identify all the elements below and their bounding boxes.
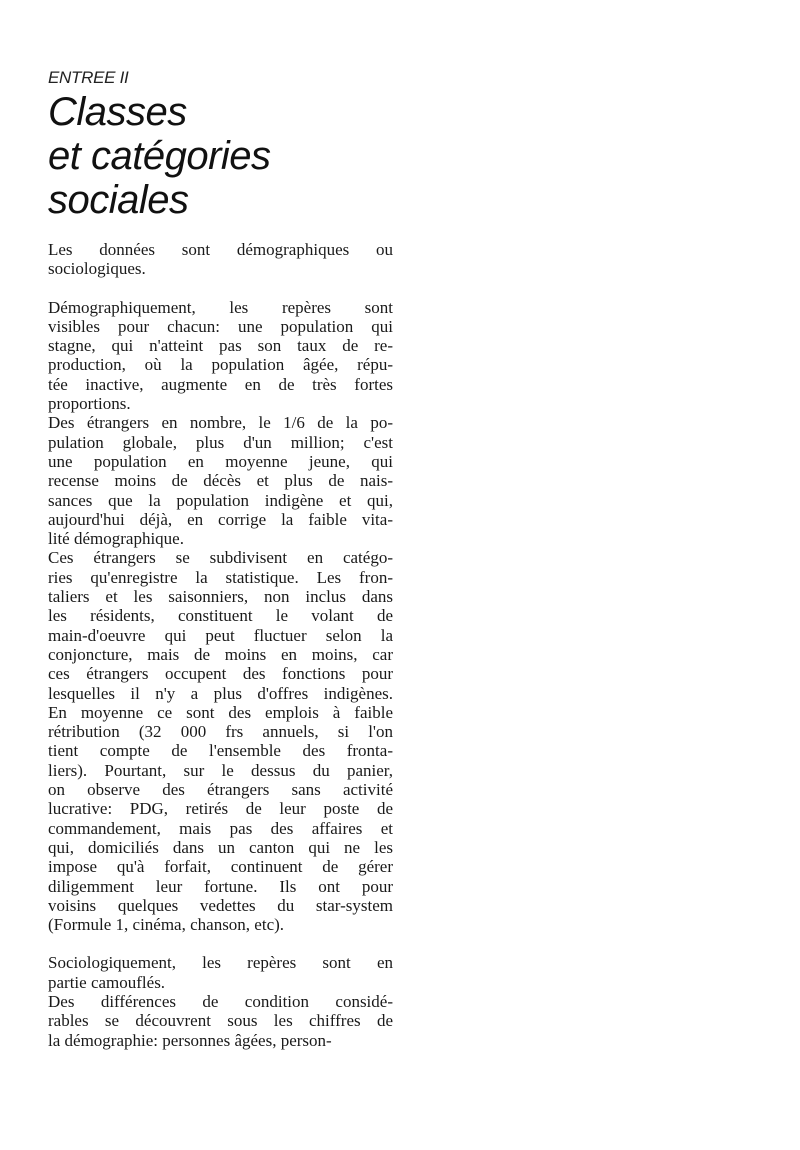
text-line: les résidents, constituent le volant de	[48, 606, 393, 626]
paragraph	[48, 992, 393, 1050]
text-line: diligemment leur fortune. Ils ont pour	[48, 876, 393, 896]
text-line: tient compte de l'ensemble des fronta-	[48, 741, 393, 761]
paragraph	[48, 298, 393, 414]
text-line: recense moins de décès et plus de nais-	[48, 471, 393, 491]
title-line: Classes	[48, 90, 187, 134]
article-title	[48, 90, 393, 222]
text-line: partie camouflés.	[48, 972, 166, 992]
text-line: tée inactive, augmente en de très fortes	[48, 374, 393, 394]
text-line: on observe des étrangers sans activité	[48, 780, 393, 800]
text-line: visibles pour chacun: une population qui	[48, 316, 393, 336]
text-line: (Formule 1, cinéma, chanson, etc).	[48, 915, 285, 935]
text-line: taliers et les saisonniers, non inclus dans	[48, 587, 393, 607]
text-line: Des étrangers en nombre, le 1/6 de la po-	[48, 413, 393, 433]
text-line: sances que la population indigène et qui,	[48, 490, 393, 510]
text-line: rétribution (32 000 frs annuels, si l'on	[48, 722, 393, 742]
text-line: Sociologiquement, les repères sont en	[48, 953, 393, 973]
paragraph	[48, 240, 393, 279]
text-line: ries qu'enregistre la statistique. Les fron-	[48, 567, 393, 587]
text-line: impose qu'à forfait, continuent de gérer	[48, 857, 393, 877]
title-line: sociales	[48, 178, 189, 222]
text-line: conjoncture, mais de moins en moins, car	[48, 644, 393, 664]
text-line: lesquelles il n'y a plus d'offres indigènes.	[48, 683, 393, 703]
text-line: Ces étrangers se subdivisent en catégo-	[48, 548, 393, 568]
text-line: Démographiquement, les repères sont	[48, 297, 393, 317]
article-page	[48, 68, 393, 1050]
text-line: voisins quelques vedettes du star-system	[48, 895, 393, 915]
paragraph	[48, 953, 393, 992]
paragraph	[48, 548, 393, 934]
text-line: Des différences de condition considé-	[48, 991, 393, 1011]
text-line: pulation globale, plus d'un million; c'est	[48, 432, 393, 452]
text-line: Les données sont démographiques ou	[48, 240, 393, 259]
text-line: stagne, qui n'atteint pas son taux de re-	[48, 336, 393, 356]
text-line: rables se découvrent sous les chiffres de	[48, 1011, 393, 1031]
entry-label: ENTREE II	[48, 68, 129, 87]
paragraph	[48, 413, 393, 548]
text-line: la démographie: personnes âgées, person-	[48, 1030, 332, 1050]
text-line: production, où la population âgée, répu-	[48, 355, 393, 375]
text-line: une population en moyenne jeune, qui	[48, 451, 393, 471]
text-line: sociologiques.	[48, 259, 146, 279]
text-line: proportions.	[48, 394, 131, 414]
text-line: lité démographique.	[48, 529, 184, 549]
article-body	[48, 240, 393, 1050]
text-line: lucrative: PDG, retirés de leur poste de	[48, 799, 393, 819]
text-line: commandement, mais pas des affaires et	[48, 818, 393, 838]
text-line: liers). Pourtant, sur le dessus du panier,	[48, 760, 393, 780]
text-line: main-d'oeuvre qui peut fluctuer selon la	[48, 625, 393, 645]
title-line: et catégories	[48, 134, 271, 178]
text-line: En moyenne ce sont des emplois à faible	[48, 702, 393, 722]
text-line: aujourd'hui déjà, en corrige la faible vita-	[48, 509, 393, 529]
text-line: qui, domiciliés dans un canton qui ne les	[48, 837, 393, 857]
text-line: ces étrangers occupent des fonctions pour	[48, 664, 393, 684]
